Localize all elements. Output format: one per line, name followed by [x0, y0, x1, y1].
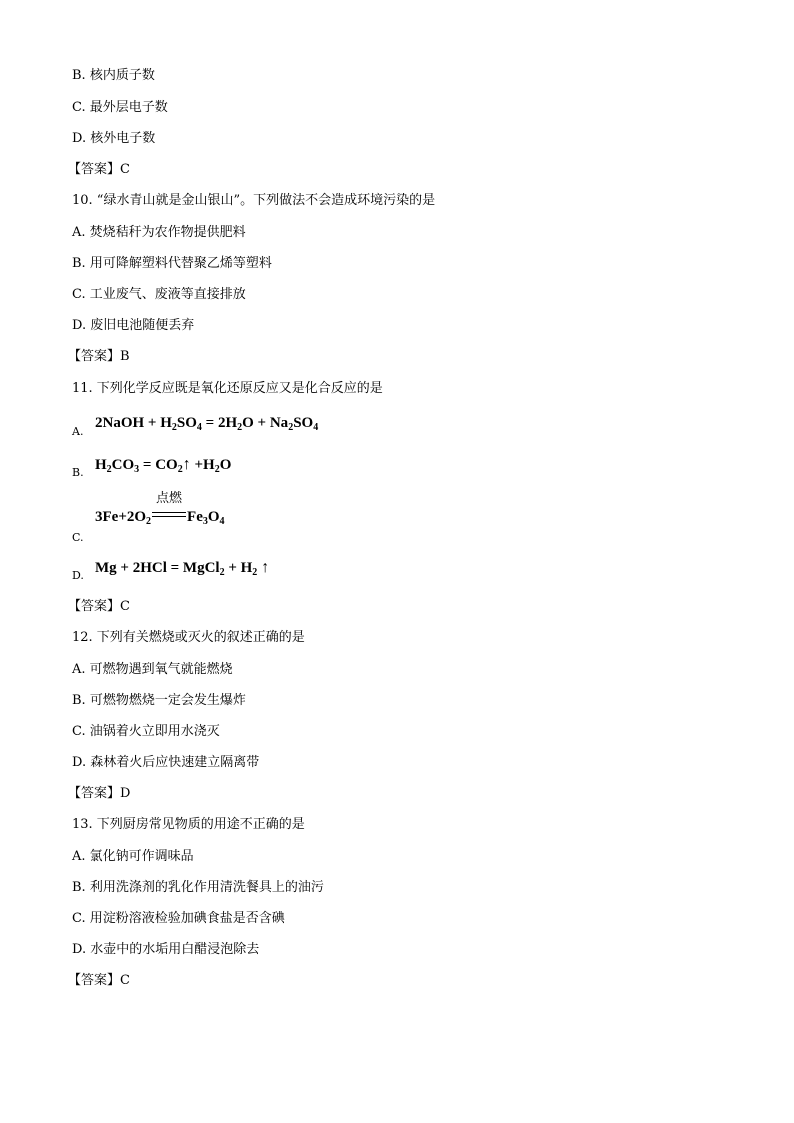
q9-option-d: D. 核外电子数 — [72, 131, 156, 146]
gas-arrow-icon: ↑ — [257, 559, 270, 576]
q13-stem: 13. 下列厨房常见物质的用途不正确的是 — [72, 817, 305, 832]
q11-option-c-letter: C. — [72, 531, 84, 544]
q12-option-c: C. 油锅着火立即用水浇灭 — [72, 724, 220, 739]
q11-option-d-equation: Mg + 2HCl = MgCl$_2$ + $H_2$ ↑ — [95, 559, 270, 578]
q11-option-a-equation: 2NaOH + $H_2SO_4 = 2H_2O + Na_2SO_4$ — [95, 415, 319, 433]
q11-option-a-letter: A. — [72, 425, 84, 438]
q12-answer: 【答案】D — [68, 786, 131, 801]
q11-option-c-equation: $3Fe+2O_2$ 点燃 $Fe_3O_4$ — [95, 491, 225, 527]
q13-option-b: B. 利用洗涤剂的乳化作用清洗餐具上的油污 — [72, 880, 324, 895]
q10-option-b: B. 用可降解塑料代替聚乙烯等塑料 — [72, 256, 272, 271]
q11-option-b-equation: $H_2CO_3$ = $CO_2↑ +H_2O$ — [95, 456, 232, 475]
q10-option-d: D. 废旧电池随便丢弃 — [72, 318, 195, 333]
gas-arrow-icon: ↑ — [182, 456, 191, 473]
equals-bars — [152, 512, 186, 517]
q11-answer: 【答案】C — [68, 599, 130, 614]
q9-option-c: C. 最外层电子数 — [72, 100, 168, 115]
q9-option-b: B. 核内质子数 — [72, 68, 155, 83]
q9-answer: 【答案】C — [68, 162, 130, 177]
q13-option-d: D. 水壶中的水垢用白醋浸泡除去 — [72, 942, 260, 957]
q11-stem: 11. 下列化学反应既是氧化还原反应又是化合反应的是 — [72, 381, 383, 396]
q13-option-c: C. 用淀粉溶液检验加碘食盐是否含碘 — [72, 911, 285, 926]
q11-option-b-letter: B. — [72, 466, 84, 479]
q12-option-a: A. 可燃物遇到氧气就能燃烧 — [72, 662, 233, 677]
q12-option-d: D. 森林着火后应快速建立隔离带 — [72, 755, 260, 770]
q12-stem: 12. 下列有关燃烧或灭火的叙述正确的是 — [72, 630, 305, 645]
q10-answer: 【答案】B — [68, 349, 130, 364]
q12-option-b: B. 可燃物燃烧一定会发生爆炸 — [72, 693, 246, 708]
q11-option-d-letter: D. — [72, 569, 84, 582]
q10-stem: 10. “绿水青山就是金山银山”。下列做法不会造成环境污染的是 — [72, 193, 436, 208]
q13-option-a: A. 氯化钠可作调味品 — [72, 849, 194, 864]
q13-answer: 【答案】C — [68, 973, 130, 988]
reaction-condition: 点燃 — [152, 508, 186, 526]
q10-option-a: A. 焚烧秸秆为农作物提供肥料 — [72, 225, 246, 240]
q10-option-c: C. 工业废气、废液等直接排放 — [72, 287, 246, 302]
